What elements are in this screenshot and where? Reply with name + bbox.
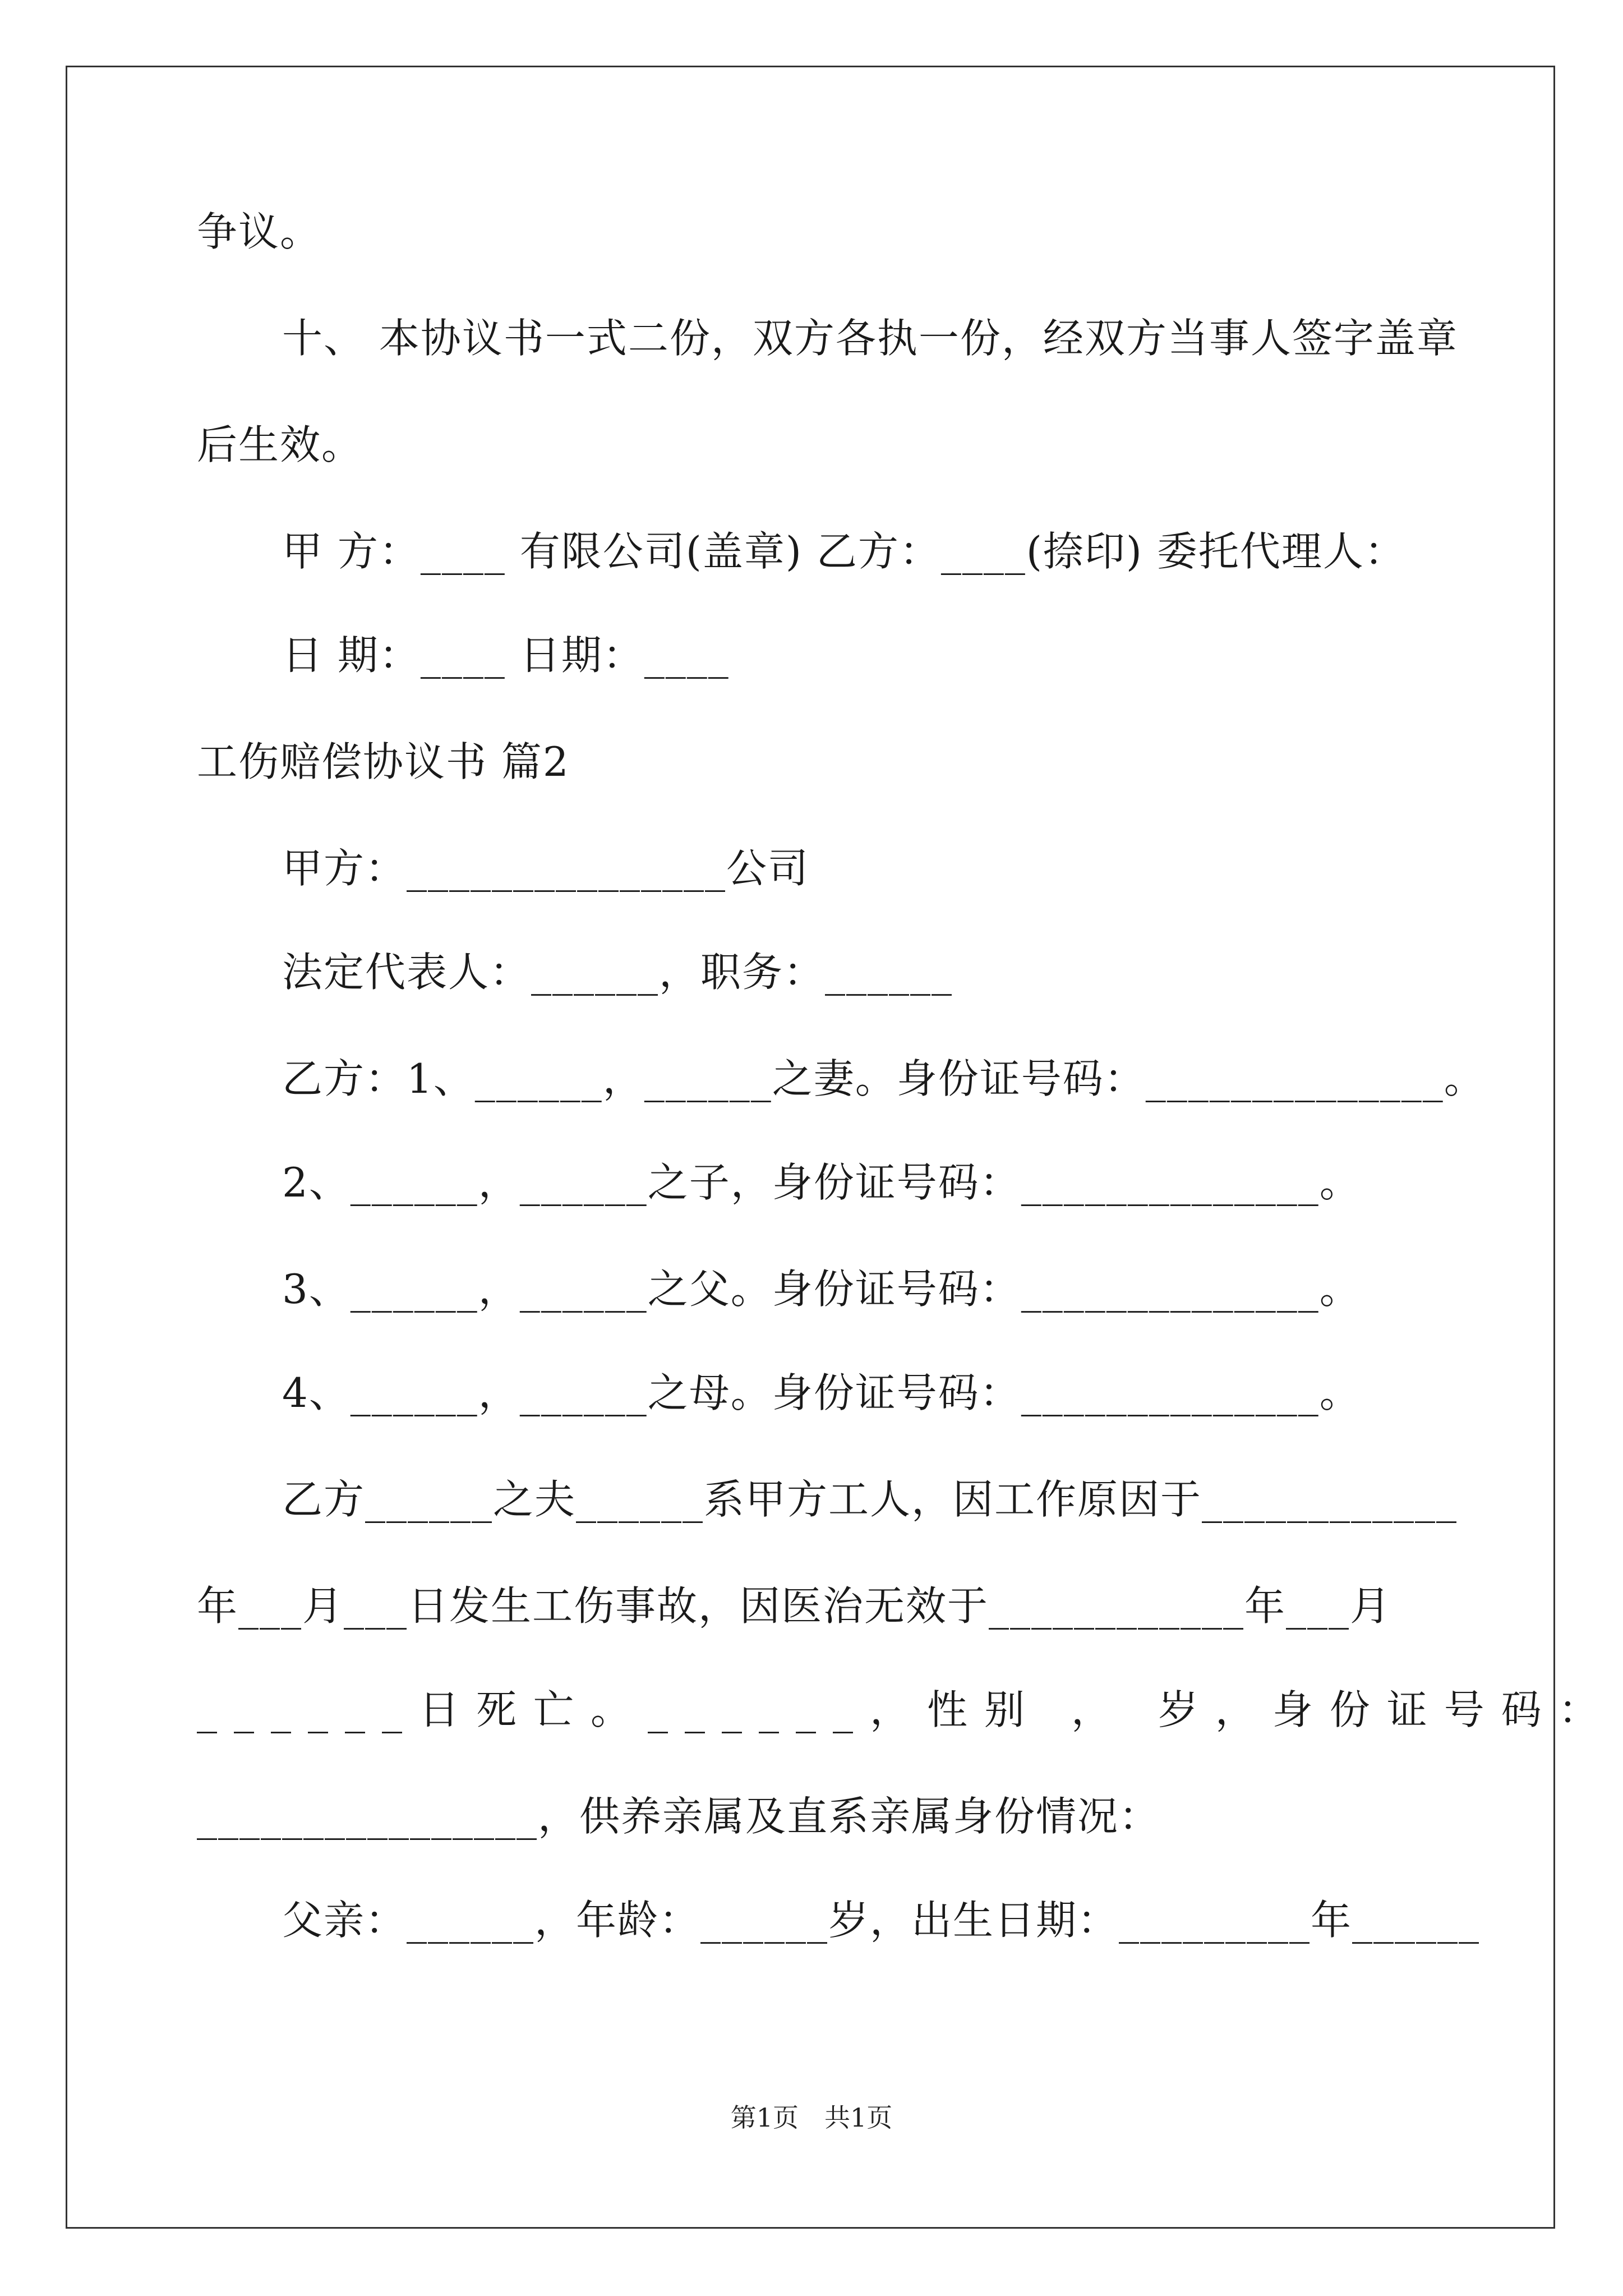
text-line-1: 争议。 [197,208,322,255]
text-line-8: 法定代表人：______，职务：______ [282,949,953,996]
text-line-2: 十、 本协议书一式二份，双方各执一份，经双方当事人签字盖章 [282,315,1458,362]
text-line-14: 年___月___日发生工伤事故，因医治无效于____________年___月 [197,1582,1392,1630]
text-line-3: 后生效。 [197,421,363,468]
text-line-17: 父亲：______，年龄：______岁，出生日期：_________年______ [282,1897,1481,1944]
text-line-9: 乙方：1、______，______之妻。身份证号码：______________。 [282,1055,1486,1102]
section-heading: 工伤赔偿协议书 篇2 [197,738,570,785]
text-line-16: ________________，供养亲属及直系亲属身份情况： [197,1793,1161,1840]
text-line-4: 甲 方：____ 有限公司(盖章) 乙方：____(捺印) 委托代理人： [282,528,1406,575]
text-line-13: 乙方______之夫______系甲方工人，因工作原因于____________ [282,1476,1458,1523]
text-line-12: 4、______，______之母。身份证号码：______________。 [282,1369,1361,1416]
text-line-11: 3、______，______之父。身份证号码：______________。 [282,1266,1361,1313]
text-line-10: 2、______，______之子，身份证号码：______________。 [282,1159,1361,1206]
text-line-7: 甲方：_______________公司 [282,845,810,892]
text-line-15: ______日死亡。______，性别 ， 岁，身份证号码： [197,1686,1616,1733]
text-line-5: 日 期：____ 日期：____ [282,632,730,679]
page-footer: 第1页 共1页 [730,2102,893,2133]
